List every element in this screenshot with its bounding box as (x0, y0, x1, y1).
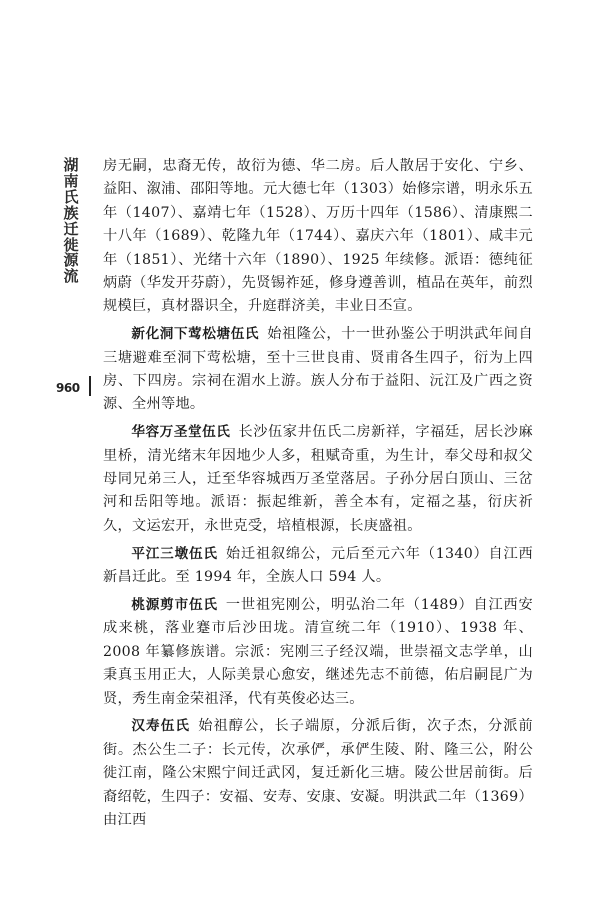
clan-entry-pingjiang-sandun (103, 543, 533, 590)
page-number-rule (89, 376, 91, 396)
running-book-title: 湖南氏族迁徙源流 (63, 156, 79, 286)
clan-entry-taoyuan-jianshi (103, 594, 533, 711)
clan-heading: 汉寿伍氏 (131, 718, 191, 735)
paragraph-text: 一世祖宪刚公，明弘治二年（1489）自江西安成来桃，落业蹇市后沙田垅。清宣统二年（1910）、1938 年、2008 年纂修族谱。宗派：宪刚三子经汉端，世崇福文志学单，山秉真玉用正大，人际美景心愈安，继述先志不前德，佑启嗣昆广为贤，秀生南金荣祖泽，代有英俊必达三。 (103, 596, 533, 707)
paragraph-text: 始祖醇公，长子端原，分派后街，次子杰，分派前街。杰公生二子：长元传，次承俨，承俨生陵、附、隆三公，附公徙江南，隆公宋熙宁间迁武冈，复迁新化三塘。陵公世居前街。后裔绍乾，生四子：安福、安寿、安康、安凝。明洪武二年（1369）由江西 (103, 718, 533, 828)
paragraph-text: 长沙伍家井伍氏二房新祥，字福廷，居长沙麻里桥，清光绪末年因地少人多，租赋奇重，为生计，奉父母和叔父母同兄弟三人，迁至华容城西万圣堂落居。子孙分居白顶山、三岔河和岳阳等地。派语：振起维新，善全本有，定福之基，衍庆祈久，文运宏开，永世克受，培植根源，长庚盛祖。 (103, 424, 533, 534)
page-number: 960 (56, 381, 80, 395)
clan-heading: 平江三墩伍氏 (131, 545, 218, 562)
body-text (103, 155, 533, 832)
clan-entry-xinhua-dongxia (103, 323, 533, 417)
clan-heading: 华容万圣堂伍氏 (131, 424, 231, 441)
paragraph-text: 房无嗣，忠裔无传，故衍为德、华二房。后人散居于安化、宁乡、益阳、溆浦、邵阳等地。元大德七年（1303）始修宗谱，明永乐五年（1407）、嘉靖七年（1528）、万历十四年（1586）、清康熙二十八年（1689）、乾隆九年（1744）、嘉庆六年（1801）、咸丰元年（1851）、光绪十六年（1890）、1925 年续修。派语：德纯征炳蔚（华发开芬蔚），先贤锡祚延，修身遵善训，植品在英年，前烈规模巨，真材器识全，升庭群济美，丰业日丕宣。 (103, 158, 533, 315)
paragraph-continued (103, 155, 533, 319)
clan-entry-hanshou (103, 715, 533, 832)
paragraph-text: 始祖隆公，十一世孙鉴公于明洪武年间自三塘避难至洞下莺松塘，至十三世良甫、贤甫各生四子，衍为上四房、下四房。宗祠在湄水上游。族人分布于益阳、沅江及广西之资源、全州等地。 (103, 326, 533, 413)
clan-entry-huarong-wanshengtang (103, 421, 533, 538)
clan-heading: 桃源剪市伍氏 (131, 596, 218, 613)
clan-heading: 新化洞下莺松塘伍氏 (131, 326, 260, 343)
paragraph-text: 始迁祖叙绵公，元后至元六年（1340）自江西新昌迁此。至 1994 年，全族人口 594 人。 (103, 545, 533, 586)
